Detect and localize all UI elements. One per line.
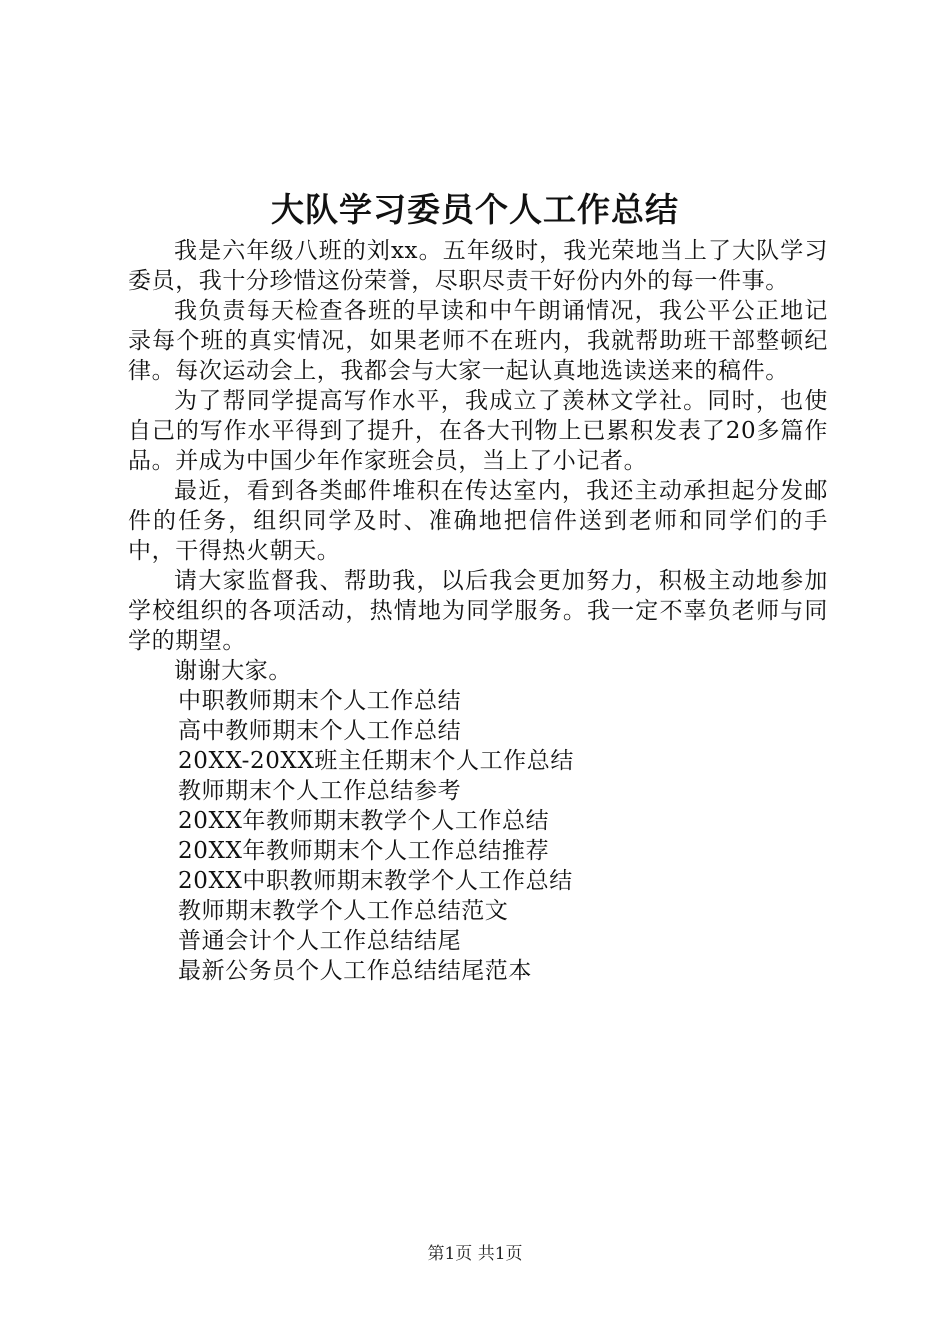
document-title: 大队学习委员个人工作总结 bbox=[271, 190, 679, 229]
paragraph: 最近，看到各类邮件堆积在传达室内，我还主动承担起分发邮件的任务，组织同学及时、准确地把信件送到老师和同学们的手中，干得热火朝天。 bbox=[128, 478, 828, 564]
related-link[interactable]: 教师期末教学个人工作总结范文 bbox=[178, 898, 509, 924]
related-link[interactable]: 20XX-20XX班主任期末个人工作总结 bbox=[178, 748, 574, 774]
related-link[interactable]: 普通会计个人工作总结结尾 bbox=[178, 928, 462, 954]
page-number-footer: 第1页 共1页 bbox=[427, 1244, 523, 1264]
related-link[interactable]: 20XX年教师期末教学个人工作总结 bbox=[178, 808, 550, 834]
related-link[interactable]: 高中教师期末个人工作总结 bbox=[178, 718, 462, 744]
related-link[interactable]: 教师期末个人工作总结参考 bbox=[178, 778, 462, 804]
paragraph: 我负责每天检查各班的早读和中午朗诵情况，我公平公正地记录每个班的真实情况，如果老师不在班内，我就帮助班干部整顿纪律。每次运动会上，我都会与大家一起认真地选读送来的稿件。 bbox=[128, 298, 828, 384]
paragraph: 我是六年级八班的刘xx。五年级时，我光荣地当上了大队学习委员，我十分珍惜这份荣誉，尽职尽责干好份内外的每一件事。 bbox=[128, 238, 828, 294]
closing-line: 谢谢大家。 bbox=[174, 658, 292, 684]
related-link[interactable]: 20XX年教师期末个人工作总结推荐 bbox=[178, 838, 550, 864]
related-link[interactable]: 中职教师期末个人工作总结 bbox=[178, 688, 462, 714]
paragraph: 请大家监督我、帮助我，以后我会更加努力，积极主动地参加学校组织的各项活动，热情地为同学服务。我一定不辜负老师与同学的期望。 bbox=[128, 568, 828, 654]
related-links-list bbox=[128, 686, 828, 986]
related-link[interactable]: 最新公务员个人工作总结结尾范本 bbox=[178, 958, 532, 984]
paragraph: 为了帮同学提高写作水平，我成立了羡林文学社。同时，也使自己的写作水平得到了提升，在各大刊物上已累积发表了20多篇作品。并成为中国少年作家班会员，当上了小记者。 bbox=[128, 388, 828, 474]
document-body bbox=[128, 236, 828, 986]
related-link[interactable]: 20XX中职教师期末教学个人工作总结 bbox=[178, 868, 573, 894]
